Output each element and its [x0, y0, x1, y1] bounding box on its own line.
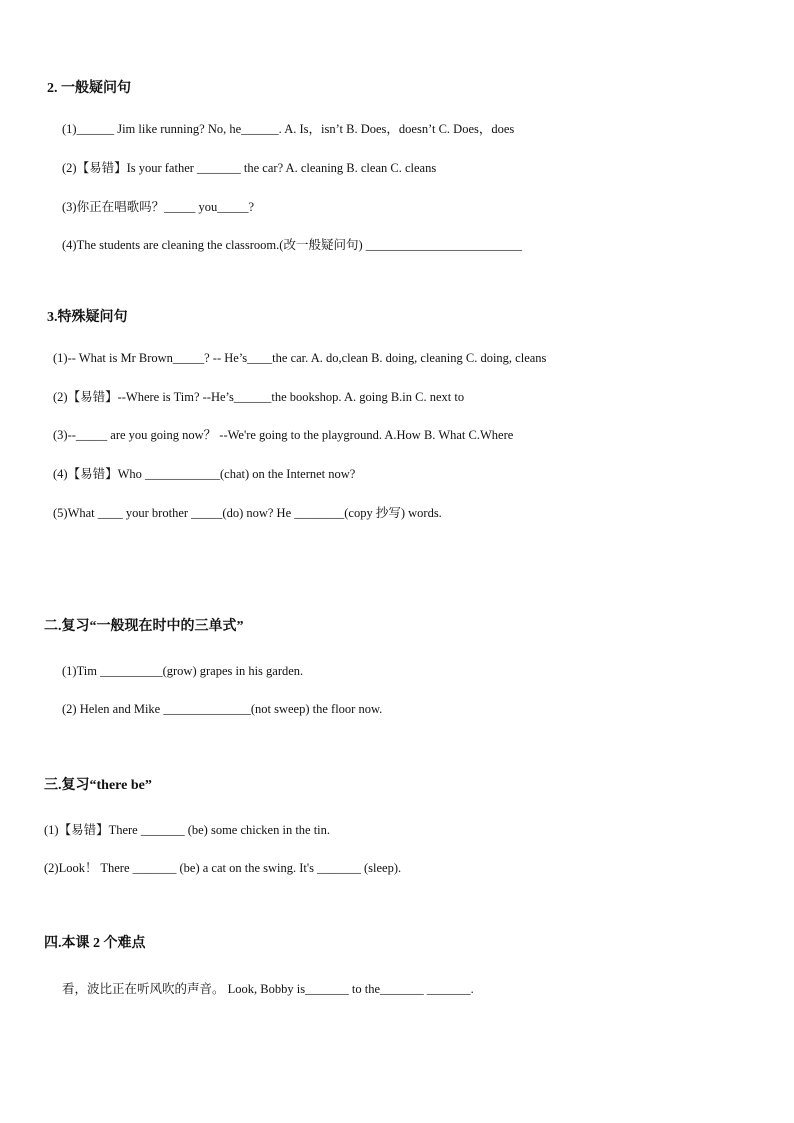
question-line: (2)Look！ There _______ (be) a cat on the swing. It's _______ (sleep).	[44, 861, 402, 875]
section-heading-wh-questions: 3.特殊疑问句	[47, 310, 128, 325]
question-line: (5)What ____ your brother _____(do) now? He ________(copy 抄写) words.	[53, 506, 442, 520]
question-line: (3)你正在唱歌吗？_____ you_____?	[62, 200, 254, 214]
question-line: 看，波比正在听风吹的声音。 Look, Bobby is_______ to the_______ _______.	[62, 982, 474, 996]
question-line: (3)--_____ are you going now？ --We're going to the playground. A.How B. What C.Where	[53, 428, 514, 442]
section-heading-difficulties: 四.本课 2 个难点	[44, 936, 146, 951]
section-heading-yes-no-questions: 2. 一般疑问句	[47, 81, 131, 96]
question-line: (2) Helen and Mike ______________(not sweep) the floor now.	[62, 702, 383, 716]
question-line: (4)【易错】Who ____________(chat) on the Internet now?	[53, 467, 356, 481]
question-line: (4)The students are cleaning the classroom.(改一般疑问句) _________________________	[62, 238, 522, 252]
section-heading-third-person: 二.复习“一般现在时中的三单式”	[44, 619, 244, 634]
question-line: (2)【易错】--Where is Tim? --He’s______the bookshop. A. going B.in C. next to	[53, 390, 465, 404]
question-line: (2)【易错】Is your father _______ the car? A. cleaning B. clean C. cleans	[62, 161, 437, 175]
question-line: (1)-- What is Mr Brown_____? -- He’s____the car. A. do,clean B. doing, cleaning C. doing, cleans	[53, 351, 547, 365]
question-line: (1)______ Jim like running? No, he______. A. Is，isn’t B. Does，doesn’t C. Does，does	[62, 122, 515, 136]
question-line: (1)Tim __________(grow) grapes in his garden.	[62, 664, 304, 678]
section-heading-there-be: 三.复习“there be”	[44, 778, 152, 793]
question-line: (1)【易错】There _______ (be) some chicken in the tin.	[44, 823, 331, 837]
